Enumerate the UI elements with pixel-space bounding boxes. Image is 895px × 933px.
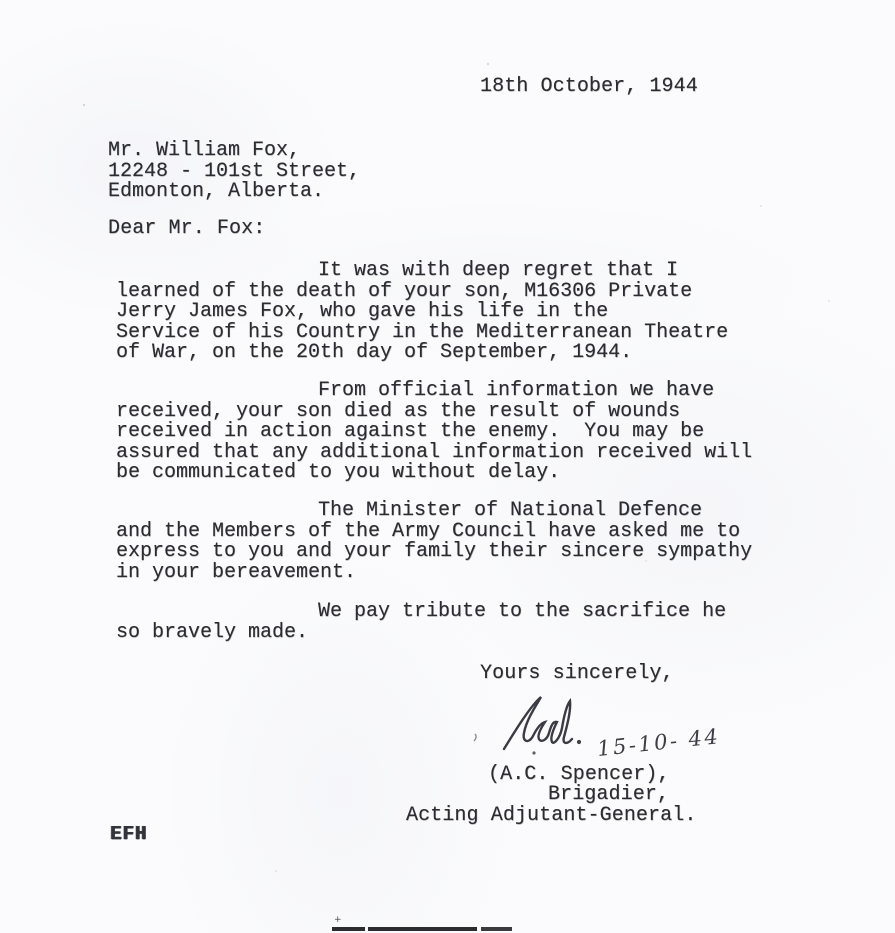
salutation: Dear Mr. Fox:	[108, 217, 266, 240]
paragraph-line: learned of the death of your son, M16306 Private	[116, 279, 693, 303]
scan-artifact-bar	[481, 927, 512, 931]
paragraph-line: Service of his Country in the Mediterranean Theatre	[116, 320, 729, 344]
paragraph-line: assured that any additional information received will	[116, 440, 753, 464]
signature-graphic	[460, 690, 760, 770]
paragraph-line: and the Members of the Army Council have asked me to	[116, 519, 741, 543]
recipient-street: 12248 - 101st Street,	[108, 159, 361, 183]
signature-date-annotation: 15-10- 44	[596, 724, 722, 761]
signatory-title: Acting Adjutant-General.	[406, 804, 697, 827]
signature-pen-dot	[532, 751, 535, 754]
paragraph-line: in your bereavement.	[116, 560, 357, 584]
paper-speck	[275, 870, 277, 872]
paragraph-4	[116, 602, 726, 643]
paper-speck	[760, 205, 762, 207]
paragraph-2	[116, 381, 752, 484]
paper-speck	[487, 63, 489, 65]
signatory-rank: Brigadier,	[548, 783, 670, 806]
closing-phrase: Yours sincerely,	[480, 662, 674, 685]
paragraph-line: be communicated to you without delay.	[116, 461, 561, 484]
scan-artifact-bar	[368, 927, 477, 931]
paragraph-line: received in action against the enemy. You may be	[116, 420, 705, 443]
signature-stray-mark	[474, 734, 476, 741]
paragraph-line: It was with deep regret that I	[318, 259, 679, 282]
paragraph-line: so bravely made.	[116, 620, 309, 644]
paper-speck	[645, 560, 647, 562]
recipient-city: Edmonton, Alberta.	[108, 180, 325, 203]
paragraph-line: The Minister of National Defence	[318, 499, 703, 522]
signatory-name: (A.C. Spencer),	[488, 763, 670, 786]
letter-date: 18th October, 1944	[480, 75, 698, 98]
scan-artifact-mark: +	[334, 915, 342, 925]
paper-speck	[83, 104, 85, 106]
paragraph-line: received, your son died as the result of wounds	[116, 399, 681, 423]
scan-artifact-bar	[332, 927, 365, 931]
paragraph-line: Jerry James Fox, who gave his life in the	[116, 300, 609, 323]
recipient-address	[108, 141, 360, 203]
signature-scrawl	[504, 697, 572, 749]
paragraph-3	[116, 501, 752, 583]
recipient-name: Mr. William Fox,	[108, 139, 301, 162]
typist-initials: EFH	[110, 823, 148, 845]
signature-pen-dot	[577, 740, 581, 744]
paragraph-1	[116, 261, 728, 364]
paper-speck	[828, 300, 830, 302]
paragraph-line: of War, on the 20th day of September, 1944.	[116, 341, 633, 364]
paper-speck	[140, 535, 142, 537]
paragraph-line: express to you and your family their sincere sympathy	[116, 540, 753, 563]
paragraph-line: We pay tribute to the sacrifice he	[318, 600, 727, 623]
paragraph-line: From official information we have	[318, 379, 715, 402]
